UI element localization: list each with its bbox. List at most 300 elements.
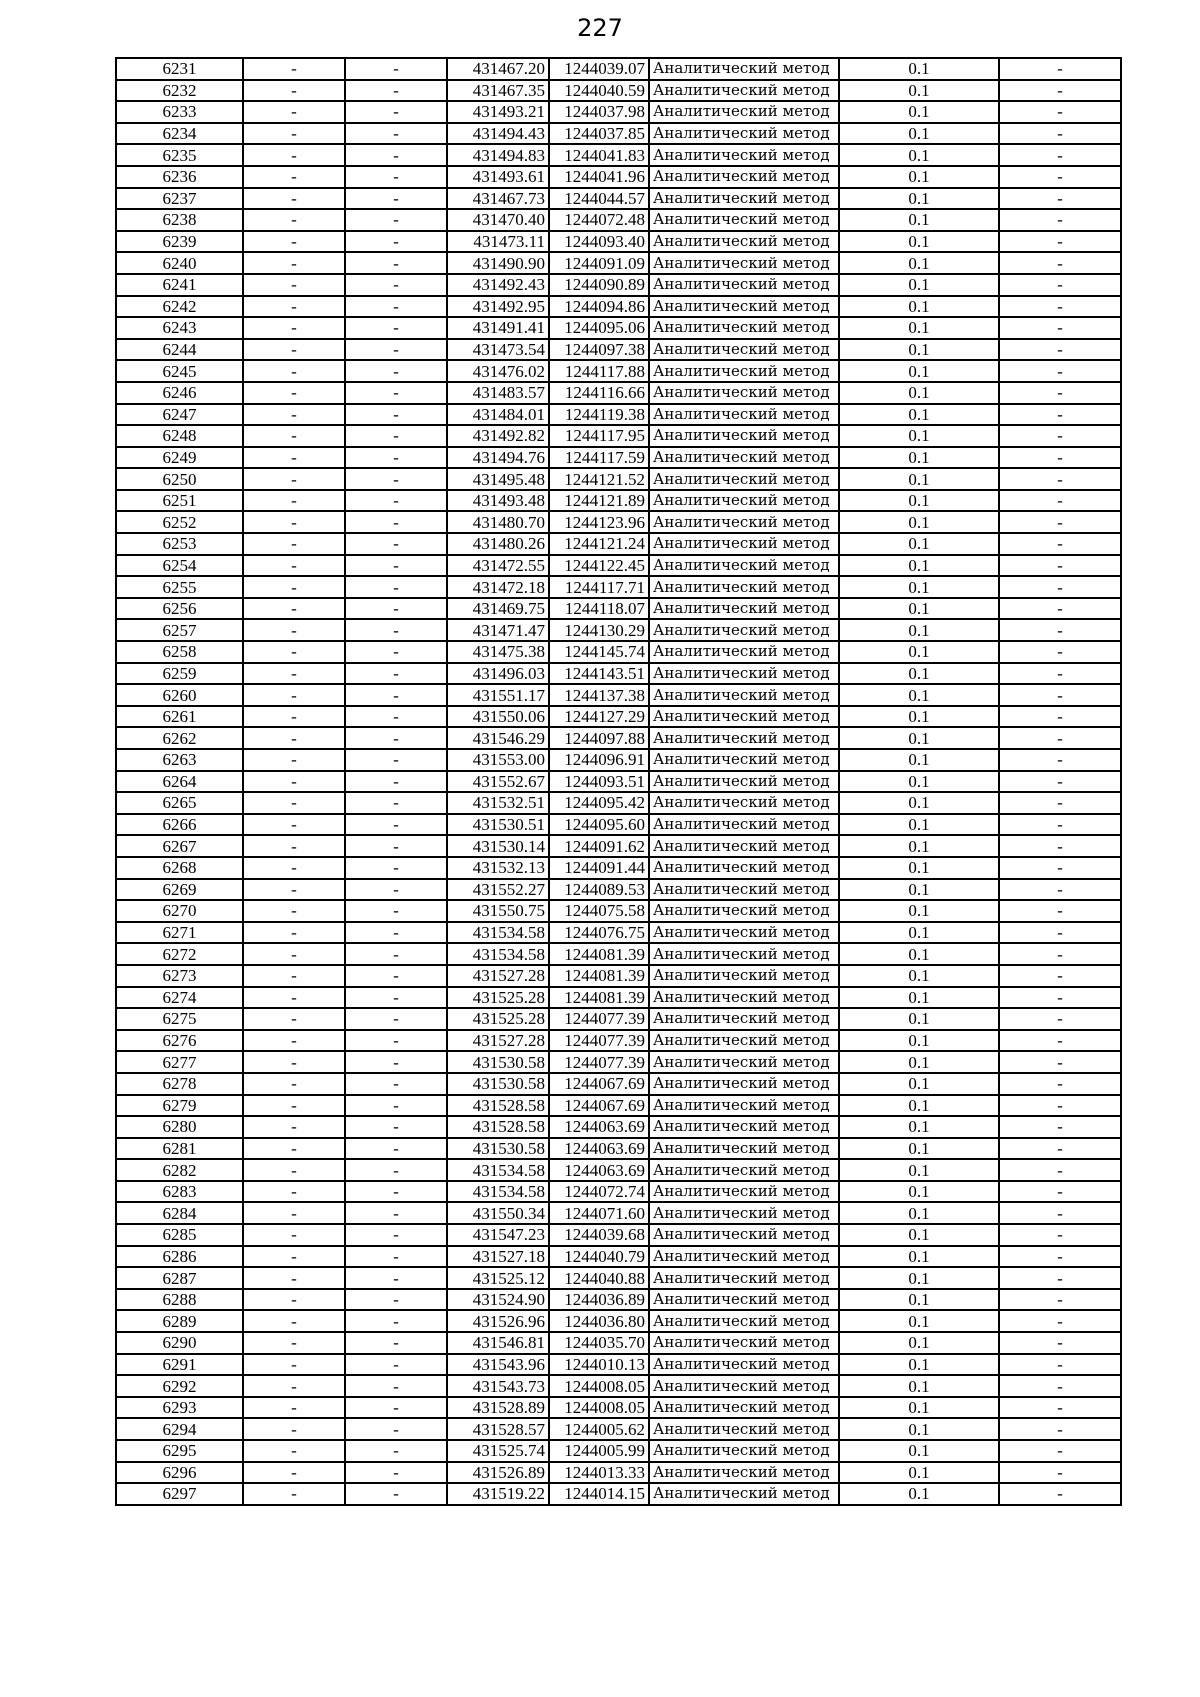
x-coordinate-cell: 431526.96 xyxy=(447,1310,549,1332)
cell-dash: - xyxy=(243,771,345,793)
cell-dash: - xyxy=(345,404,447,426)
table-row xyxy=(116,360,1121,382)
method-cell: Аналитический метод xyxy=(649,1181,839,1203)
accuracy-cell: 0.1 xyxy=(839,1310,999,1332)
accuracy-cell: 0.1 xyxy=(839,468,999,490)
y-coordinate-cell: 1244095.42 xyxy=(549,792,649,814)
cell-dash: - xyxy=(999,360,1121,382)
table-row xyxy=(116,274,1121,296)
cell-dash: - xyxy=(345,987,447,1009)
cell-dash: - xyxy=(999,101,1121,123)
cell-dash: - xyxy=(345,771,447,793)
point-number-cell: 6252 xyxy=(116,511,243,533)
cell-dash: - xyxy=(345,943,447,965)
table-row xyxy=(116,987,1121,1009)
cell-dash: - xyxy=(243,641,345,663)
point-number-cell: 6243 xyxy=(116,317,243,339)
x-coordinate-cell: 431472.55 xyxy=(447,555,549,577)
cell-dash: - xyxy=(999,879,1121,901)
cell-dash: - xyxy=(999,144,1121,166)
cell-dash: - xyxy=(345,80,447,102)
cell-dash: - xyxy=(345,727,447,749)
accuracy-cell: 0.1 xyxy=(839,144,999,166)
table-row xyxy=(116,922,1121,944)
accuracy-cell: 0.1 xyxy=(839,663,999,685)
method-cell: Аналитический метод xyxy=(649,339,839,361)
accuracy-cell: 0.1 xyxy=(839,619,999,641)
cell-dash: - xyxy=(243,1181,345,1203)
y-coordinate-cell: 1244039.68 xyxy=(549,1224,649,1246)
point-number-cell: 6242 xyxy=(116,296,243,318)
table-row xyxy=(116,663,1121,685)
x-coordinate-cell: 431543.73 xyxy=(447,1375,549,1397)
point-number-cell: 6260 xyxy=(116,684,243,706)
cell-dash: - xyxy=(345,555,447,577)
y-coordinate-cell: 1244143.51 xyxy=(549,663,649,685)
x-coordinate-cell: 431525.28 xyxy=(447,987,549,1009)
y-coordinate-cell: 1244123.96 xyxy=(549,511,649,533)
cell-dash: - xyxy=(999,511,1121,533)
cell-dash: - xyxy=(243,857,345,879)
point-number-cell: 6266 xyxy=(116,814,243,836)
accuracy-cell: 0.1 xyxy=(839,684,999,706)
y-coordinate-cell: 1244037.85 xyxy=(549,123,649,145)
cell-dash: - xyxy=(243,835,345,857)
y-coordinate-cell: 1244044.57 xyxy=(549,188,649,210)
table-row xyxy=(116,1073,1121,1095)
y-coordinate-cell: 1244097.88 xyxy=(549,727,649,749)
cell-dash: - xyxy=(345,1332,447,1354)
y-coordinate-cell: 1244077.39 xyxy=(549,1008,649,1030)
method-cell: Аналитический метод xyxy=(649,1375,839,1397)
accuracy-cell: 0.1 xyxy=(839,987,999,1009)
y-coordinate-cell: 1244036.89 xyxy=(549,1289,649,1311)
y-coordinate-cell: 1244093.51 xyxy=(549,771,649,793)
cell-dash: - xyxy=(243,1354,345,1376)
x-coordinate-cell: 431530.58 xyxy=(447,1051,549,1073)
x-coordinate-cell: 431524.90 xyxy=(447,1289,549,1311)
method-cell: Аналитический метод xyxy=(649,1138,839,1160)
method-cell: Аналитический метод xyxy=(649,296,839,318)
y-coordinate-cell: 1244097.38 xyxy=(549,339,649,361)
cell-dash: - xyxy=(999,447,1121,469)
y-coordinate-cell: 1244117.88 xyxy=(549,360,649,382)
table-row xyxy=(116,727,1121,749)
y-coordinate-cell: 1244076.75 xyxy=(549,922,649,944)
cell-dash: - xyxy=(999,576,1121,598)
cell-dash: - xyxy=(345,101,447,123)
accuracy-cell: 0.1 xyxy=(839,339,999,361)
cell-dash: - xyxy=(243,144,345,166)
table-row xyxy=(116,1181,1121,1203)
point-number-cell: 6281 xyxy=(116,1138,243,1160)
table-row xyxy=(116,144,1121,166)
cell-dash: - xyxy=(345,1051,447,1073)
x-coordinate-cell: 431493.61 xyxy=(447,166,549,188)
table-row xyxy=(116,1289,1121,1311)
cell-dash: - xyxy=(345,922,447,944)
x-coordinate-cell: 431519.22 xyxy=(447,1483,549,1505)
cell-dash: - xyxy=(243,1483,345,1505)
method-cell: Аналитический метод xyxy=(649,382,839,404)
y-coordinate-cell: 1244121.52 xyxy=(549,468,649,490)
point-number-cell: 6247 xyxy=(116,404,243,426)
table-row xyxy=(116,879,1121,901)
table-row xyxy=(116,1267,1121,1289)
cell-dash: - xyxy=(243,749,345,771)
cell-dash: - xyxy=(345,58,447,80)
cell-dash: - xyxy=(243,123,345,145)
cell-dash: - xyxy=(999,555,1121,577)
cell-dash: - xyxy=(999,749,1121,771)
cell-dash: - xyxy=(243,1289,345,1311)
point-number-cell: 6261 xyxy=(116,706,243,728)
cell-dash: - xyxy=(243,1397,345,1419)
cell-dash: - xyxy=(345,425,447,447)
accuracy-cell: 0.1 xyxy=(839,1375,999,1397)
accuracy-cell: 0.1 xyxy=(839,1246,999,1268)
method-cell: Аналитический метод xyxy=(649,1483,839,1505)
cell-dash: - xyxy=(243,382,345,404)
y-coordinate-cell: 1244096.91 xyxy=(549,749,649,771)
cell-dash: - xyxy=(345,1462,447,1484)
x-coordinate-cell: 431483.57 xyxy=(447,382,549,404)
cell-dash: - xyxy=(999,468,1121,490)
method-cell: Аналитический метод xyxy=(649,252,839,274)
cell-dash: - xyxy=(345,533,447,555)
cell-dash: - xyxy=(243,1462,345,1484)
cell-dash: - xyxy=(999,1051,1121,1073)
cell-dash: - xyxy=(243,209,345,231)
method-cell: Аналитический метод xyxy=(649,274,839,296)
cell-dash: - xyxy=(345,900,447,922)
cell-dash: - xyxy=(243,274,345,296)
cell-dash: - xyxy=(345,166,447,188)
point-number-cell: 6287 xyxy=(116,1267,243,1289)
y-coordinate-cell: 1244040.59 xyxy=(549,80,649,102)
x-coordinate-cell: 431553.00 xyxy=(447,749,549,771)
y-coordinate-cell: 1244116.66 xyxy=(549,382,649,404)
cell-dash: - xyxy=(999,987,1121,1009)
point-number-cell: 6248 xyxy=(116,425,243,447)
cell-dash: - xyxy=(345,1483,447,1505)
y-coordinate-cell: 1244077.39 xyxy=(549,1051,649,1073)
x-coordinate-cell: 431476.02 xyxy=(447,360,549,382)
page-number: 227 xyxy=(577,14,623,42)
cell-dash: - xyxy=(345,879,447,901)
x-coordinate-cell: 431484.01 xyxy=(447,404,549,426)
cell-dash: - xyxy=(999,619,1121,641)
point-number-cell: 6296 xyxy=(116,1462,243,1484)
cell-dash: - xyxy=(345,511,447,533)
method-cell: Аналитический метод xyxy=(649,1418,839,1440)
x-coordinate-cell: 431546.81 xyxy=(447,1332,549,1354)
cell-dash: - xyxy=(345,1181,447,1203)
cell-dash: - xyxy=(999,1418,1121,1440)
x-coordinate-cell: 431473.54 xyxy=(447,339,549,361)
point-number-cell: 6295 xyxy=(116,1440,243,1462)
x-coordinate-cell: 431551.17 xyxy=(447,684,549,706)
point-number-cell: 6283 xyxy=(116,1181,243,1203)
accuracy-cell: 0.1 xyxy=(839,101,999,123)
method-cell: Аналитический метод xyxy=(649,1462,839,1484)
cell-dash: - xyxy=(999,1354,1121,1376)
table-row xyxy=(116,684,1121,706)
accuracy-cell: 0.1 xyxy=(839,1030,999,1052)
method-cell: Аналитический метод xyxy=(649,188,839,210)
y-coordinate-cell: 1244091.09 xyxy=(549,252,649,274)
cell-dash: - xyxy=(999,814,1121,836)
cell-dash: - xyxy=(999,404,1121,426)
table-row xyxy=(116,900,1121,922)
method-cell: Аналитический метод xyxy=(649,706,839,728)
point-number-cell: 6256 xyxy=(116,598,243,620)
table-row xyxy=(116,749,1121,771)
cell-dash: - xyxy=(243,706,345,728)
x-coordinate-cell: 431467.73 xyxy=(447,188,549,210)
cell-dash: - xyxy=(345,1267,447,1289)
method-cell: Аналитический метод xyxy=(649,576,839,598)
cell-dash: - xyxy=(999,1073,1121,1095)
y-coordinate-cell: 1244008.05 xyxy=(549,1375,649,1397)
cell-dash: - xyxy=(345,274,447,296)
cell-dash: - xyxy=(345,188,447,210)
point-number-cell: 6237 xyxy=(116,188,243,210)
method-cell: Аналитический метод xyxy=(649,317,839,339)
table-row xyxy=(116,1354,1121,1376)
cell-dash: - xyxy=(345,123,447,145)
cell-dash: - xyxy=(243,231,345,253)
cell-dash: - xyxy=(345,1418,447,1440)
method-cell: Аналитический метод xyxy=(649,490,839,512)
y-coordinate-cell: 1244063.69 xyxy=(549,1159,649,1181)
cell-dash: - xyxy=(999,209,1121,231)
cell-dash: - xyxy=(243,943,345,965)
table-row xyxy=(116,404,1121,426)
method-cell: Аналитический метод xyxy=(649,425,839,447)
cell-dash: - xyxy=(999,80,1121,102)
x-coordinate-cell: 431492.82 xyxy=(447,425,549,447)
cell-dash: - xyxy=(345,1030,447,1052)
method-cell: Аналитический метод xyxy=(649,58,839,80)
cell-dash: - xyxy=(345,231,447,253)
cell-dash: - xyxy=(345,619,447,641)
method-cell: Аналитический метод xyxy=(649,404,839,426)
point-number-cell: 6267 xyxy=(116,835,243,857)
table-row xyxy=(116,814,1121,836)
table-row xyxy=(116,943,1121,965)
table-row xyxy=(116,1095,1121,1117)
y-coordinate-cell: 1244067.69 xyxy=(549,1095,649,1117)
accuracy-cell: 0.1 xyxy=(839,360,999,382)
accuracy-cell: 0.1 xyxy=(839,922,999,944)
table-row xyxy=(116,80,1121,102)
method-cell: Аналитический метод xyxy=(649,1202,839,1224)
cell-dash: - xyxy=(999,1332,1121,1354)
accuracy-cell: 0.1 xyxy=(839,1159,999,1181)
cell-dash: - xyxy=(999,641,1121,663)
accuracy-cell: 0.1 xyxy=(839,252,999,274)
cell-dash: - xyxy=(243,922,345,944)
y-coordinate-cell: 1244095.06 xyxy=(549,317,649,339)
accuracy-cell: 0.1 xyxy=(839,1138,999,1160)
cell-dash: - xyxy=(345,835,447,857)
accuracy-cell: 0.1 xyxy=(839,1008,999,1030)
accuracy-cell: 0.1 xyxy=(839,641,999,663)
cell-dash: - xyxy=(345,490,447,512)
point-number-cell: 6257 xyxy=(116,619,243,641)
x-coordinate-cell: 431534.58 xyxy=(447,922,549,944)
table-row xyxy=(116,382,1121,404)
method-cell: Аналитический метод xyxy=(649,555,839,577)
x-coordinate-cell: 431480.26 xyxy=(447,533,549,555)
y-coordinate-cell: 1244130.29 xyxy=(549,619,649,641)
y-coordinate-cell: 1244077.39 xyxy=(549,1030,649,1052)
table-row xyxy=(116,641,1121,663)
table-row xyxy=(116,1397,1121,1419)
table-row xyxy=(116,1418,1121,1440)
table-row xyxy=(116,1246,1121,1268)
x-coordinate-cell: 431552.27 xyxy=(447,879,549,901)
point-number-cell: 6272 xyxy=(116,943,243,965)
x-coordinate-cell: 431534.58 xyxy=(447,943,549,965)
point-number-cell: 6235 xyxy=(116,144,243,166)
method-cell: Аналитический метод xyxy=(649,1224,839,1246)
table-row xyxy=(116,1030,1121,1052)
accuracy-cell: 0.1 xyxy=(839,857,999,879)
accuracy-cell: 0.1 xyxy=(839,1289,999,1311)
y-coordinate-cell: 1244037.98 xyxy=(549,101,649,123)
cell-dash: - xyxy=(243,317,345,339)
cell-dash: - xyxy=(243,965,345,987)
accuracy-cell: 0.1 xyxy=(839,533,999,555)
accuracy-cell: 0.1 xyxy=(839,965,999,987)
point-number-cell: 6264 xyxy=(116,771,243,793)
cell-dash: - xyxy=(999,598,1121,620)
point-number-cell: 6268 xyxy=(116,857,243,879)
cell-dash: - xyxy=(999,1095,1121,1117)
method-cell: Аналитический метод xyxy=(649,1073,839,1095)
cell-dash: - xyxy=(999,1397,1121,1419)
cell-dash: - xyxy=(999,943,1121,965)
y-coordinate-cell: 1244036.80 xyxy=(549,1310,649,1332)
table-row xyxy=(116,447,1121,469)
method-cell: Аналитический метод xyxy=(649,360,839,382)
point-number-cell: 6241 xyxy=(116,274,243,296)
accuracy-cell: 0.1 xyxy=(839,1181,999,1203)
point-number-cell: 6249 xyxy=(116,447,243,469)
y-coordinate-cell: 1244095.60 xyxy=(549,814,649,836)
cell-dash: - xyxy=(243,814,345,836)
table-row xyxy=(116,555,1121,577)
x-coordinate-cell: 431550.75 xyxy=(447,900,549,922)
y-coordinate-cell: 1244121.24 xyxy=(549,533,649,555)
method-cell: Аналитический метод xyxy=(649,598,839,620)
cell-dash: - xyxy=(999,922,1121,944)
y-coordinate-cell: 1244117.59 xyxy=(549,447,649,469)
accuracy-cell: 0.1 xyxy=(839,231,999,253)
cell-dash: - xyxy=(999,1202,1121,1224)
y-coordinate-cell: 1244013.33 xyxy=(549,1462,649,1484)
point-number-cell: 6239 xyxy=(116,231,243,253)
method-cell: Аналитический метод xyxy=(649,619,839,641)
method-cell: Аналитический метод xyxy=(649,987,839,1009)
table-row xyxy=(116,252,1121,274)
method-cell: Аналитический метод xyxy=(649,684,839,706)
method-cell: Аналитический метод xyxy=(649,727,839,749)
cell-dash: - xyxy=(243,490,345,512)
method-cell: Аналитический метод xyxy=(649,1354,839,1376)
x-coordinate-cell: 431525.74 xyxy=(447,1440,549,1462)
table-row xyxy=(116,231,1121,253)
y-coordinate-cell: 1244122.45 xyxy=(549,555,649,577)
accuracy-cell: 0.1 xyxy=(839,404,999,426)
x-coordinate-cell: 431528.58 xyxy=(447,1095,549,1117)
y-coordinate-cell: 1244041.83 xyxy=(549,144,649,166)
table-row xyxy=(116,425,1121,447)
table-row xyxy=(116,166,1121,188)
table-row xyxy=(116,1332,1121,1354)
x-coordinate-cell: 431495.48 xyxy=(447,468,549,490)
accuracy-cell: 0.1 xyxy=(839,792,999,814)
cell-dash: - xyxy=(243,447,345,469)
point-number-cell: 6245 xyxy=(116,360,243,382)
cell-dash: - xyxy=(345,1354,447,1376)
x-coordinate-cell: 431470.40 xyxy=(447,209,549,231)
cell-dash: - xyxy=(345,1289,447,1311)
x-coordinate-cell: 431467.35 xyxy=(447,80,549,102)
y-coordinate-cell: 1244145.74 xyxy=(549,641,649,663)
cell-dash: - xyxy=(243,900,345,922)
x-coordinate-cell: 431528.57 xyxy=(447,1418,549,1440)
cell-dash: - xyxy=(999,835,1121,857)
cell-dash: - xyxy=(243,1440,345,1462)
table-row xyxy=(116,101,1121,123)
accuracy-cell: 0.1 xyxy=(839,1462,999,1484)
method-cell: Аналитический метод xyxy=(649,80,839,102)
cell-dash: - xyxy=(999,1138,1121,1160)
table-row xyxy=(116,835,1121,857)
table-row xyxy=(116,771,1121,793)
point-number-cell: 6240 xyxy=(116,252,243,274)
cell-dash: - xyxy=(243,1418,345,1440)
method-cell: Аналитический метод xyxy=(649,144,839,166)
x-coordinate-cell: 431469.75 xyxy=(447,598,549,620)
accuracy-cell: 0.1 xyxy=(839,555,999,577)
point-number-cell: 6290 xyxy=(116,1332,243,1354)
cell-dash: - xyxy=(999,317,1121,339)
table-row xyxy=(116,1159,1121,1181)
y-coordinate-cell: 1244035.70 xyxy=(549,1332,649,1354)
x-coordinate-cell: 431527.28 xyxy=(447,965,549,987)
cell-dash: - xyxy=(243,1030,345,1052)
accuracy-cell: 0.1 xyxy=(839,771,999,793)
point-number-cell: 6236 xyxy=(116,166,243,188)
y-coordinate-cell: 1244005.99 xyxy=(549,1440,649,1462)
cell-dash: - xyxy=(345,641,447,663)
x-coordinate-cell: 431550.34 xyxy=(447,1202,549,1224)
y-coordinate-cell: 1244067.69 xyxy=(549,1073,649,1095)
cell-dash: - xyxy=(243,1310,345,1332)
cell-dash: - xyxy=(243,339,345,361)
accuracy-cell: 0.1 xyxy=(839,1397,999,1419)
point-number-cell: 6234 xyxy=(116,123,243,145)
cell-dash: - xyxy=(345,965,447,987)
x-coordinate-cell: 431467.20 xyxy=(447,58,549,80)
accuracy-cell: 0.1 xyxy=(839,879,999,901)
method-cell: Аналитический метод xyxy=(649,922,839,944)
table-row xyxy=(116,598,1121,620)
